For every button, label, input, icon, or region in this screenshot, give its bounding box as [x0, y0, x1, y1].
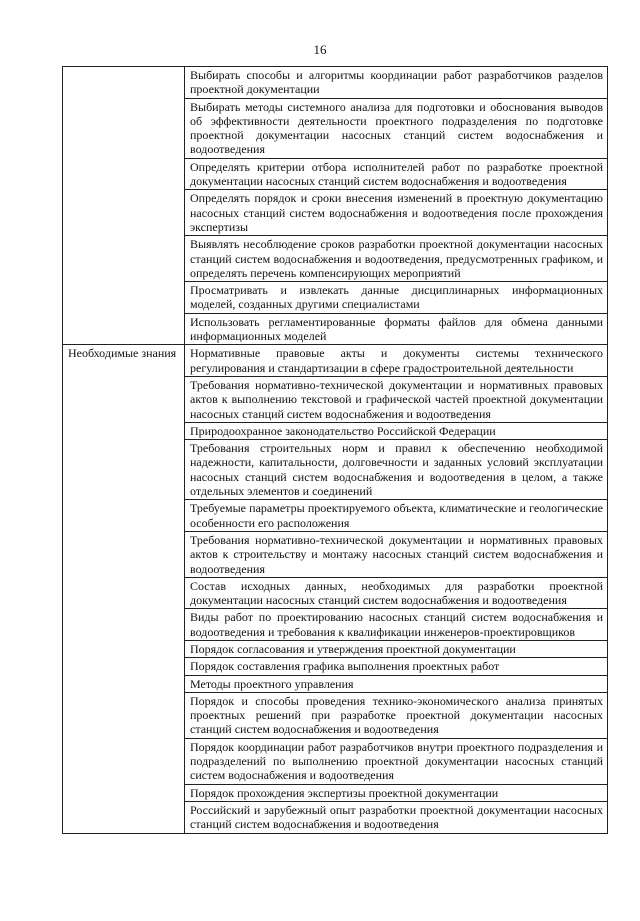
table-cell-knowledge: Требования нормативно-технической документации и нормативных правовых актов к выполнению текстовой и графической частей проектной документации насосных станций систем водоснабжения и водоотведения [185, 376, 608, 422]
section-label-knowledge: Необходимые знания [63, 345, 185, 833]
requirements-table [62, 66, 608, 834]
table-cell-skill: Использовать регламентированные форматы файлов для обмена данными информационных моделей [185, 313, 608, 345]
table-cell-knowledge: Состав исходных данных, необходимых для разработки проектной документации насосных станций систем водоснабжения и водоотведения [185, 577, 608, 609]
table-cell-knowledge: Порядок прохождения экспертизы проектной документации [185, 784, 608, 801]
table-cell-skill: Выбирать методы системного анализа для подготовки и обоснования выводов об эффективности деятельности проектного подразделения по подготовке проектной документации насосных станций систем водоснабжения и водоотведения [185, 98, 608, 158]
table-cell-knowledge: Порядок составления графика выполнения проектных работ [185, 658, 608, 675]
table-cell-knowledge: Порядок и способы проведения технико-экономического анализа принятых проектных решений при разработке проектной документации насосных станций систем водоснабжения и водоотведения [185, 692, 608, 738]
table-cell-knowledge: Нормативные правовые акты и документы системы технического регулирования и стандартизации в сфере градостроительной деятельности [185, 345, 608, 377]
table-row [63, 345, 608, 377]
table-cell-knowledge: Российский и зарубежный опыт разработки проектной документации насосных станций систем водоснабжения и водоотведения [185, 801, 608, 833]
table-cell-knowledge: Порядок координации работ разработчиков внутри проектного подразделения и подразделений по выполнению проектной документации насосных станций систем водоснабжения и водоотведения [185, 738, 608, 784]
table-cell-skill: Выявлять несоблюдение сроков разработки проектной документации насосных станций систем водоснабжения и водоотведения, предусмотренных графиком, и определять перечень компенсирующих мероприятий [185, 236, 608, 282]
table-cell-skill: Определять порядок и сроки внесения изменений в проектную документацию насосных станций систем водоснабжения и водоотведения после прохождения экспертизы [185, 190, 608, 236]
table-row [63, 67, 608, 99]
table-cell-knowledge: Методы проектного управления [185, 675, 608, 692]
table-cell-skill: Выбирать способы и алгоритмы координации работ разработчиков разделов проектной документации [185, 67, 608, 99]
table-cell-knowledge: Требуемые параметры проектируемого объекта, климатические и геологические особенности его расположения [185, 500, 608, 532]
table-cell-knowledge: Порядок согласования и утверждения проектной документации [185, 640, 608, 657]
table-cell-knowledge: Природоохранное законодательство Российской Федерации [185, 422, 608, 439]
table-cell-skill: Просматривать и извлекать данные дисциплинарных информационных моделей, созданных другими специалистами [185, 282, 608, 314]
page-number: 16 [313, 42, 327, 57]
table-cell-knowledge: Требования строительных норм и правил к обеспечению необходимой надежности, капитальности, долговечности и заданных условий эксплуатации насосных станций систем водоснабжения и водоотведения в целом, а также отдельных элементов и соединений [185, 440, 608, 500]
table-cell-skill: Определять критерии отбора исполнителей работ по разработке проектной документации насосных станций систем водоснабжения и водоотведения [185, 158, 608, 190]
table-cell-knowledge: Виды работ по проектированию насосных станций систем водоснабжения и водоотведения и требования к квалификации инженеров-проектировщиков [185, 609, 608, 641]
section-label-skills [63, 67, 185, 345]
table-cell-knowledge: Требования нормативно-технической документации и нормативных правовых актов к строительству и монтажу насосных станций систем водоснабжения и водоотведения [185, 531, 608, 577]
